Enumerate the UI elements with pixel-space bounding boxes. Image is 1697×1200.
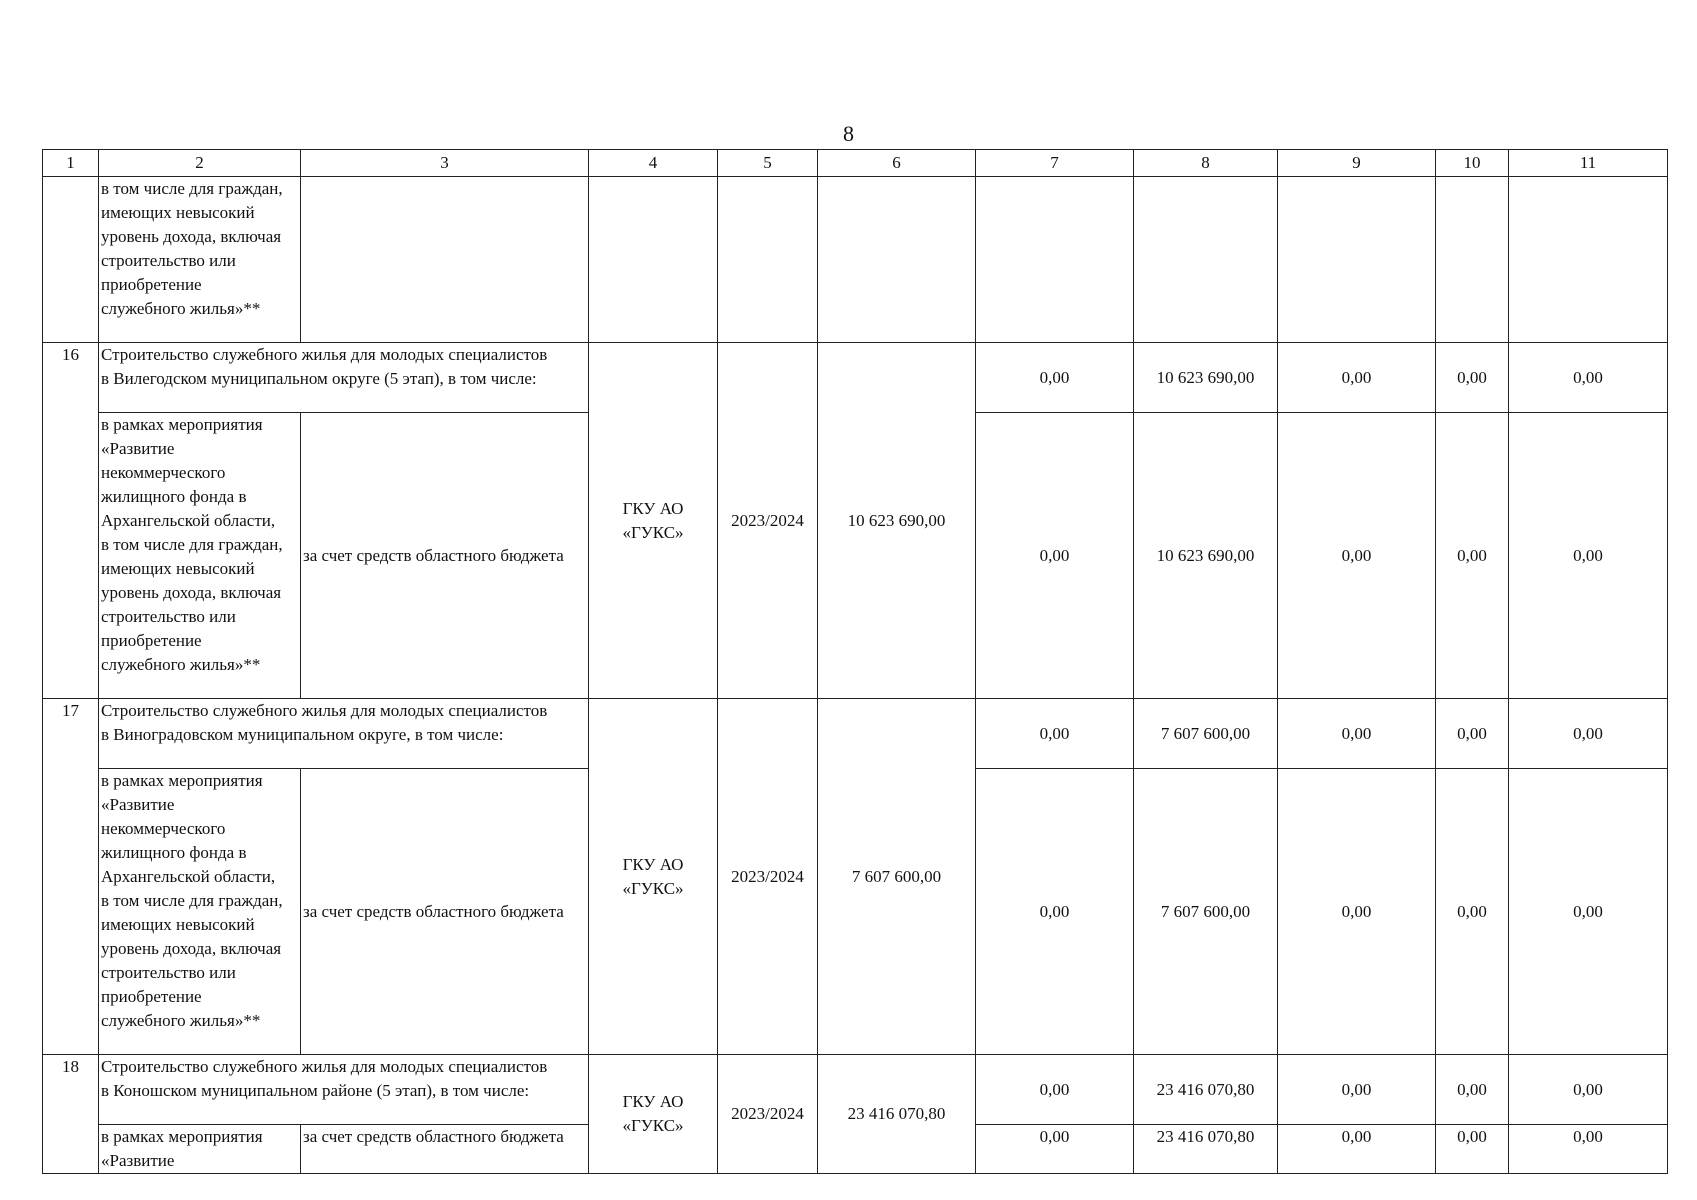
funding-source: за счет средств областного бюджета xyxy=(301,413,589,699)
amount-cell: 10 623 690,00 xyxy=(1134,413,1278,699)
amount-cell: 0,00 xyxy=(1509,343,1668,413)
period: 2023/2024 xyxy=(718,343,818,699)
amount-cell: 0,00 xyxy=(976,413,1134,699)
total-amount: 23 416 070,80 xyxy=(818,1055,976,1174)
total-amount: 10 623 690,00 xyxy=(818,343,976,699)
total-amount: 7 607 600,00 xyxy=(818,699,976,1055)
amount-cell: 0,00 xyxy=(1278,413,1436,699)
amount-cell: 0,00 xyxy=(1436,413,1509,699)
column-header: 2 xyxy=(99,150,301,177)
column-header: 1 xyxy=(43,150,99,177)
amount-cell: 0,00 xyxy=(976,1125,1134,1174)
amount-cell: 10 623 690,00 xyxy=(1134,343,1278,413)
amount-cell: 0,00 xyxy=(1436,769,1509,1055)
amount-cell: 23 416 070,80 xyxy=(1134,1125,1278,1174)
amount-cell: 0,00 xyxy=(976,1055,1134,1125)
amount-cell: 0,00 xyxy=(1436,1055,1509,1125)
project-title: Строительство служебного жилья для молодых специалистов в Коношском муниципальном районе (5 этап), в том числе: xyxy=(99,1055,589,1125)
activity-description: в том числе для граждан, имеющих невысокий уровень дохода, включая строительство или приобретение служебного жилья»** xyxy=(99,177,301,343)
amount-cell: 0,00 xyxy=(1436,1125,1509,1174)
executor: ГКУ АО «ГУКС» xyxy=(589,1055,718,1174)
column-header: 5 xyxy=(718,150,818,177)
column-header: 11 xyxy=(1509,150,1668,177)
amount-cell: 0,00 xyxy=(976,699,1134,769)
amount-cell: 0,00 xyxy=(1509,1055,1668,1125)
amount-cell: 23 416 070,80 xyxy=(1134,1055,1278,1125)
table-row xyxy=(43,699,1668,769)
project-title: Строительство служебного жилья для молодых специалистов в Вилегодском муниципальном округе (5 этап), в том числе: xyxy=(99,343,589,413)
table-row xyxy=(43,1055,1668,1125)
amount-cell: 0,00 xyxy=(1278,699,1436,769)
activity-description: в рамках мероприятия «Развитие некоммерческого жилищного фонда в Архангельской области, в том числе для граждан, имеющих невысокий уровень дохода, включая строительство или приобретение служебного жилья»** xyxy=(99,413,301,699)
amount-cell: 0,00 xyxy=(1509,1125,1668,1174)
amount-cell: 0,00 xyxy=(1278,1125,1436,1174)
amount-cell: 0,00 xyxy=(1436,343,1509,413)
amount-cell: 7 607 600,00 xyxy=(1134,699,1278,769)
page-number: 8 xyxy=(843,121,854,146)
activity-description: в рамках мероприятия «Развитие некоммерческого жилищного фонда в Архангельской области, в том числе для граждан, имеющих невысокий уровень дохода, включая строительство или приобретение служебного жилья»** xyxy=(99,769,301,1055)
amount-cell: 0,00 xyxy=(1278,343,1436,413)
column-header: 3 xyxy=(301,150,589,177)
amount-cell: 0,00 xyxy=(1278,769,1436,1055)
row-number: 18 xyxy=(43,1055,99,1174)
column-header: 7 xyxy=(976,150,1134,177)
amount-cell: 0,00 xyxy=(1509,699,1668,769)
amount-cell: 0,00 xyxy=(1436,699,1509,769)
column-header: 9 xyxy=(1278,150,1436,177)
amount-cell: 0,00 xyxy=(976,769,1134,1055)
column-header: 8 xyxy=(1134,150,1278,177)
amount-cell: 7 607 600,00 xyxy=(1134,769,1278,1055)
column-header: 6 xyxy=(818,150,976,177)
activity-description: в рамках мероприятия «Развитие xyxy=(99,1125,301,1174)
budget-table xyxy=(42,149,1668,1174)
executor: ГКУ АО «ГУКС» xyxy=(589,699,718,1055)
amount-cell: 0,00 xyxy=(976,343,1134,413)
row-number: 17 xyxy=(43,699,99,1055)
row-number: 16 xyxy=(43,343,99,699)
amount-cell: 0,00 xyxy=(1278,1055,1436,1125)
amount-cell: 0,00 xyxy=(1509,769,1668,1055)
executor: ГКУ АО «ГУКС» xyxy=(589,343,718,699)
table-row xyxy=(43,177,1668,343)
table-row xyxy=(43,343,1668,413)
project-title: Строительство служебного жилья для молодых специалистов в Виноградовском муниципальном округе, в том числе: xyxy=(99,699,589,769)
column-header: 10 xyxy=(1436,150,1509,177)
column-header: 4 xyxy=(589,150,718,177)
funding-source: за счет средств областного бюджета xyxy=(301,769,589,1055)
funding-source: за счет средств областного бюджета xyxy=(301,1125,589,1174)
column-header-row xyxy=(43,150,1668,177)
period: 2023/2024 xyxy=(718,699,818,1055)
amount-cell: 0,00 xyxy=(1509,413,1668,699)
period: 2023/2024 xyxy=(718,1055,818,1174)
